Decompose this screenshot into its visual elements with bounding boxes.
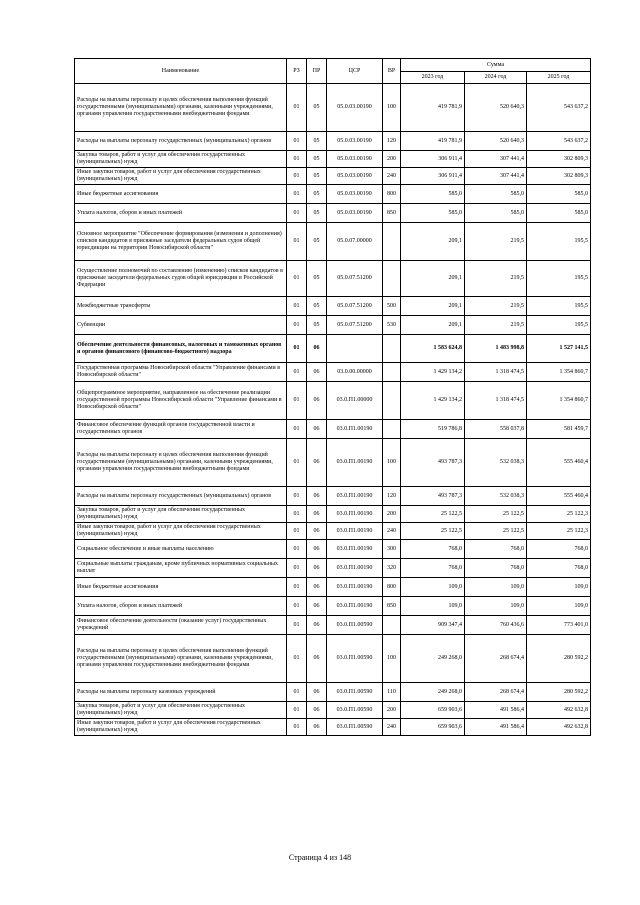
- header-csr: ЦСР: [327, 59, 383, 84]
- cell-name: Иные бюджетные ассигнования: [75, 578, 287, 597]
- cell-2025: 768,0: [527, 559, 591, 578]
- cell-rz: 01: [287, 702, 307, 719]
- cell-csr: 03.0.П1.00000: [327, 382, 383, 420]
- table-row: [75, 382, 591, 420]
- cell-name: Расходы на выплаты персоналу государственных (муниципальных) органов: [75, 132, 287, 151]
- cell-vr: 300: [383, 540, 401, 559]
- cell-rz: 01: [287, 363, 307, 382]
- header-year-2024: 2024 год: [465, 72, 527, 84]
- cell-name: Уплата налогов, сборов и иных платежей: [75, 204, 287, 223]
- cell-pr: 06: [307, 702, 327, 719]
- cell-name: Расходы на выплаты персоналу в целях обеспечения выполнения функций государственными (муниципальными) органами, казенными учреждениями, органами управления государственными внебюджетными фондами: [75, 635, 287, 683]
- cell-vr: [383, 363, 401, 382]
- table-row: [75, 297, 591, 316]
- cell-pr: 06: [307, 635, 327, 683]
- header-pr: ПР: [307, 59, 327, 84]
- cell-name: Общепрограммное мероприятие, направленное на обеспечение реализации государственной программы Новосибирской области "Управление финансами в Новосибирской области": [75, 382, 287, 420]
- cell-name: Основное мероприятие "Обеспечение формирования (изменения и дополнения) списков кандидатов в присяжные заседатели федеральных судов общей юрисдикции на территории Новосибирской области": [75, 223, 287, 261]
- header-year-2025: 2025 год: [527, 72, 591, 84]
- cell-2025: 25 122,3: [527, 523, 591, 540]
- cell-csr: 03.0.П1.00590: [327, 616, 383, 635]
- cell-2024: 532 038,3: [465, 439, 527, 487]
- cell-pr: 06: [307, 439, 327, 487]
- cell-2023: 909 347,4: [401, 616, 465, 635]
- table-row: [75, 261, 591, 297]
- cell-pr: 06: [307, 616, 327, 635]
- cell-pr: 05: [307, 132, 327, 151]
- cell-2023: 659 903,6: [401, 719, 465, 736]
- cell-2025: 555 460,4: [527, 487, 591, 506]
- cell-name: Иные бюджетные ассигнования: [75, 185, 287, 204]
- cell-2025: 109,0: [527, 578, 591, 597]
- cell-vr: 240: [383, 523, 401, 540]
- cell-vr: 120: [383, 132, 401, 151]
- cell-name: Осуществление полномочий по составлению (изменению) списков кандидатов в присяжные заседатели федеральных судов общей юрисдикции в Российской Федерации: [75, 261, 287, 297]
- cell-2025: 492 632,8: [527, 719, 591, 736]
- header-sum: Сумма: [401, 59, 591, 72]
- cell-vr: [383, 616, 401, 635]
- table-row: [75, 506, 591, 523]
- cell-name: Государственная программа Новосибирской области "Управление финансами в Новосибирской области": [75, 363, 287, 382]
- cell-csr: 05.0.03.00190: [327, 204, 383, 223]
- cell-rz: 01: [287, 185, 307, 204]
- cell-rz: 01: [287, 559, 307, 578]
- cell-2023: 585,0: [401, 185, 465, 204]
- cell-csr: 05.0.03.00190: [327, 168, 383, 185]
- cell-2024: 219,5: [465, 316, 527, 335]
- cell-name: Обеспечение деятельности финансовых, налоговых и таможенных органов и органов финансового (финансово-бюджетного) надзора: [75, 335, 287, 363]
- cell-pr: 05: [307, 204, 327, 223]
- cell-rz: 01: [287, 204, 307, 223]
- cell-2024: 25 122,5: [465, 506, 527, 523]
- cell-csr: 03.0.П1.00190: [327, 578, 383, 597]
- header-rz: РЗ: [287, 59, 307, 84]
- cell-rz: 01: [287, 506, 307, 523]
- cell-2024: 585,0: [465, 185, 527, 204]
- cell-2024: 768,0: [465, 559, 527, 578]
- cell-pr: 06: [307, 719, 327, 736]
- cell-csr: 03.0.П1.00590: [327, 719, 383, 736]
- cell-name: Иные закупки товаров, работ и услуг для обеспечения государственных (муниципальных) нужд: [75, 523, 287, 540]
- cell-pr: 05: [307, 185, 327, 204]
- table-row: [75, 616, 591, 635]
- cell-2025: 25 122,3: [527, 506, 591, 523]
- table-row: [75, 168, 591, 185]
- cell-2024: 520 640,3: [465, 132, 527, 151]
- cell-2025: 280 592,2: [527, 635, 591, 683]
- table-row: [75, 540, 591, 559]
- table-row: [75, 132, 591, 151]
- cell-vr: 100: [383, 635, 401, 683]
- cell-csr: 05.0.03.00190: [327, 185, 383, 204]
- cell-2024: 219,5: [465, 223, 527, 261]
- cell-name: Расходы на выплаты персоналу в целях обеспечения выполнения функций государственными (муниципальными) органами, казенными учреждениями, органами управления государственными внебюджетными фондами: [75, 84, 287, 132]
- cell-vr: 200: [383, 702, 401, 719]
- cell-2024: 307 441,4: [465, 168, 527, 185]
- cell-2023: 659 903,6: [401, 702, 465, 719]
- cell-2024: 520 640,3: [465, 84, 527, 132]
- table-body: [75, 84, 591, 736]
- table-row: [75, 439, 591, 487]
- table-row: [75, 597, 591, 616]
- cell-vr: 320: [383, 559, 401, 578]
- cell-rz: 01: [287, 297, 307, 316]
- cell-name: Межбюджетные трансферты: [75, 297, 287, 316]
- cell-rz: 01: [287, 223, 307, 261]
- cell-name: Социальные выплаты гражданам, кроме публичных нормативных социальных выплат: [75, 559, 287, 578]
- cell-2023: 249 268,0: [401, 635, 465, 683]
- cell-pr: 06: [307, 578, 327, 597]
- cell-name: Закупка товаров, работ и услуг для обеспечения государственных (муниципальных) нужд: [75, 151, 287, 168]
- cell-2024: 1 318 474,5: [465, 382, 527, 420]
- cell-2023: 768,0: [401, 540, 465, 559]
- cell-2025: 555 460,4: [527, 439, 591, 487]
- budget-table: [74, 58, 591, 736]
- cell-name: Субвенции: [75, 316, 287, 335]
- cell-2024: 219,5: [465, 261, 527, 297]
- cell-vr: 800: [383, 578, 401, 597]
- cell-name: Иные закупки товаров, работ и услуг для обеспечения государственных (муниципальных) нужд: [75, 719, 287, 736]
- cell-2023: 419 781,9: [401, 84, 465, 132]
- cell-2025: 773 401,0: [527, 616, 591, 635]
- table-row: [75, 578, 591, 597]
- cell-pr: 06: [307, 420, 327, 439]
- cell-2024: 491 586,4: [465, 719, 527, 736]
- cell-2023: 109,0: [401, 578, 465, 597]
- header-vr: ВР: [383, 59, 401, 84]
- page-number: Страница 4 из 148: [288, 853, 352, 862]
- cell-csr: 03.0.00.00000: [327, 363, 383, 382]
- cell-pr: 06: [307, 487, 327, 506]
- cell-vr: 500: [383, 297, 401, 316]
- cell-csr: 05.0.07.51200: [327, 297, 383, 316]
- cell-vr: 200: [383, 151, 401, 168]
- table-row: [75, 316, 591, 335]
- cell-csr: 03.0.П1.00190: [327, 506, 383, 523]
- cell-rz: 01: [287, 382, 307, 420]
- cell-vr: 850: [383, 597, 401, 616]
- cell-rz: 01: [287, 420, 307, 439]
- cell-csr: 05.0.07.51200: [327, 316, 383, 335]
- cell-2024: 307 441,4: [465, 151, 527, 168]
- cell-csr: 05.0.07.51200: [327, 261, 383, 297]
- cell-name: Уплата налогов, сборов и иных платежей: [75, 597, 287, 616]
- cell-2025: 543 637,2: [527, 132, 591, 151]
- cell-2023: 25 122,5: [401, 506, 465, 523]
- table-row: [75, 683, 591, 702]
- cell-pr: 05: [307, 297, 327, 316]
- cell-vr: 850: [383, 204, 401, 223]
- cell-2024: 268 674,4: [465, 683, 527, 702]
- table-row: [75, 335, 591, 363]
- cell-pr: 05: [307, 316, 327, 335]
- cell-name: Закупка товаров, работ и услуг для обеспечения государственных (муниципальных) нужд: [75, 702, 287, 719]
- cell-rz: 01: [287, 523, 307, 540]
- cell-csr: 03.0.П1.00590: [327, 635, 383, 683]
- cell-pr: 05: [307, 223, 327, 261]
- cell-name: Расходы на выплаты персоналу казенных учреждений: [75, 683, 287, 702]
- table-row: [75, 151, 591, 168]
- table-row: [75, 719, 591, 736]
- cell-2025: 768,0: [527, 540, 591, 559]
- cell-pr: 06: [307, 523, 327, 540]
- cell-pr: 05: [307, 84, 327, 132]
- cell-name: Финансовое обеспечение деятельности (оказание услуг) государственных учреждений: [75, 616, 287, 635]
- table-row: [75, 84, 591, 132]
- cell-vr: 240: [383, 168, 401, 185]
- cell-name: Расходы на выплаты персоналу в целях обеспечения выполнения функций государственными (муниципальными) органами, казенными учреждениями, органами управления государственными внебюджетными фондами: [75, 439, 287, 487]
- cell-vr: 100: [383, 439, 401, 487]
- cell-rz: 01: [287, 597, 307, 616]
- cell-vr: [383, 420, 401, 439]
- table-row: [75, 635, 591, 683]
- cell-pr: 05: [307, 261, 327, 297]
- cell-2024: 768,0: [465, 540, 527, 559]
- cell-vr: 120: [383, 487, 401, 506]
- table-row: [75, 204, 591, 223]
- cell-2023: 493 787,3: [401, 487, 465, 506]
- cell-pr: 06: [307, 363, 327, 382]
- cell-2023: 419 781,9: [401, 132, 465, 151]
- cell-csr: 03.0.П1.00190: [327, 559, 383, 578]
- cell-2024: 25 122,5: [465, 523, 527, 540]
- cell-rz: 01: [287, 261, 307, 297]
- cell-pr: 06: [307, 335, 327, 363]
- cell-pr: 06: [307, 597, 327, 616]
- cell-pr: 06: [307, 683, 327, 702]
- cell-2023: 1 429 134,2: [401, 382, 465, 420]
- cell-2023: 209,1: [401, 261, 465, 297]
- cell-2024: 219,5: [465, 297, 527, 316]
- cell-vr: [383, 261, 401, 297]
- cell-2025: 280 592,2: [527, 683, 591, 702]
- cell-2025: 302 809,3: [527, 168, 591, 185]
- cell-2025: 195,5: [527, 223, 591, 261]
- cell-2023: 519 786,8: [401, 420, 465, 439]
- table-row: [75, 559, 591, 578]
- cell-2023: 1 429 134,2: [401, 363, 465, 382]
- cell-rz: 01: [287, 439, 307, 487]
- cell-2023: 306 911,4: [401, 168, 465, 185]
- cell-2025: 195,5: [527, 316, 591, 335]
- cell-2024: 268 674,4: [465, 635, 527, 683]
- cell-2025: 195,5: [527, 297, 591, 316]
- cell-2024: 109,0: [465, 578, 527, 597]
- cell-2023: 209,1: [401, 316, 465, 335]
- cell-csr: 03.0.П1.00190: [327, 540, 383, 559]
- cell-2025: 195,5: [527, 261, 591, 297]
- table-row: [75, 487, 591, 506]
- cell-rz: 01: [287, 578, 307, 597]
- cell-2023: 493 787,3: [401, 439, 465, 487]
- cell-2024: 585,0: [465, 204, 527, 223]
- cell-vr: 110: [383, 683, 401, 702]
- cell-vr: 200: [383, 506, 401, 523]
- cell-2023: 249 268,0: [401, 683, 465, 702]
- cell-2025: 1 354 860,7: [527, 382, 591, 420]
- cell-rz: 01: [287, 635, 307, 683]
- cell-name: Финансовое обеспечение функций органов государственной власти и государственных органов: [75, 420, 287, 439]
- cell-csr: [327, 335, 383, 363]
- cell-rz: 01: [287, 683, 307, 702]
- cell-2023: 209,1: [401, 223, 465, 261]
- cell-csr: 03.0.П1.00190: [327, 523, 383, 540]
- cell-2023: 306 911,4: [401, 151, 465, 168]
- cell-rz: 01: [287, 540, 307, 559]
- cell-csr: 03.0.П1.00190: [327, 420, 383, 439]
- cell-rz: 01: [287, 132, 307, 151]
- cell-2024: 760 436,6: [465, 616, 527, 635]
- cell-vr: [383, 382, 401, 420]
- cell-pr: 06: [307, 382, 327, 420]
- header-year-2023: 2023 год: [401, 72, 465, 84]
- cell-2024: 1 318 474,5: [465, 363, 527, 382]
- cell-2023: 109,0: [401, 597, 465, 616]
- cell-vr: 240: [383, 719, 401, 736]
- cell-2024: 1 483 998,8: [465, 335, 527, 363]
- cell-csr: 05.0.07.00000: [327, 223, 383, 261]
- cell-rz: 01: [287, 84, 307, 132]
- table-row: [75, 420, 591, 439]
- cell-pr: 06: [307, 559, 327, 578]
- cell-name: Иные закупки товаров, работ и услуг для обеспечения государственных (муниципальных) нужд: [75, 168, 287, 185]
- cell-csr: 03.0.П1.00190: [327, 597, 383, 616]
- cell-2023: 585,0: [401, 204, 465, 223]
- cell-csr: 05.0.03.00190: [327, 151, 383, 168]
- cell-pr: 06: [307, 506, 327, 523]
- cell-2023: 768,0: [401, 559, 465, 578]
- cell-2024: 532 038,3: [465, 487, 527, 506]
- cell-2023: 25 122,5: [401, 523, 465, 540]
- cell-csr: 03.0.П1.00190: [327, 487, 383, 506]
- cell-2023: 209,1: [401, 297, 465, 316]
- cell-rz: 01: [287, 316, 307, 335]
- cell-vr: 530: [383, 316, 401, 335]
- cell-name: Закупка товаров, работ и услуг для обеспечения государственных (муниципальных) нужд: [75, 506, 287, 523]
- cell-vr: 800: [383, 185, 401, 204]
- table-row: [75, 363, 591, 382]
- cell-csr: 05.0.03.00190: [327, 132, 383, 151]
- header-name: Наименование: [75, 59, 287, 84]
- cell-csr: 03.0.П1.00590: [327, 683, 383, 702]
- table-row: [75, 702, 591, 719]
- cell-rz: 01: [287, 151, 307, 168]
- cell-rz: 01: [287, 719, 307, 736]
- table-row: [75, 223, 591, 261]
- cell-vr: [383, 223, 401, 261]
- cell-csr: 05.0.03.00190: [327, 84, 383, 132]
- cell-rz: 01: [287, 616, 307, 635]
- cell-2025: 109,0: [527, 597, 591, 616]
- cell-2025: 585,0: [527, 185, 591, 204]
- cell-2025: 1 527 141,5: [527, 335, 591, 363]
- cell-csr: 03.0.П1.00190: [327, 439, 383, 487]
- cell-2025: 1 354 860,7: [527, 363, 591, 382]
- cell-rz: 01: [287, 335, 307, 363]
- cell-name: Расходы на выплаты персоналу государственных (муниципальных) органов: [75, 487, 287, 506]
- cell-2025: 543 637,2: [527, 84, 591, 132]
- cell-2024: 491 586,4: [465, 702, 527, 719]
- cell-2024: 109,0: [465, 597, 527, 616]
- cell-2025: 492 632,8: [527, 702, 591, 719]
- cell-pr: 05: [307, 168, 327, 185]
- cell-pr: 06: [307, 540, 327, 559]
- cell-2023: 1 583 624,8: [401, 335, 465, 363]
- cell-2025: 585,0: [527, 204, 591, 223]
- cell-csr: 03.0.П1.00590: [327, 702, 383, 719]
- table-row: [75, 523, 591, 540]
- cell-2025: 302 809,3: [527, 151, 591, 168]
- cell-vr: [383, 335, 401, 363]
- table-row: [75, 185, 591, 204]
- cell-rz: 01: [287, 487, 307, 506]
- cell-name: Социальное обеспечение и иные выплаты населению: [75, 540, 287, 559]
- cell-rz: 01: [287, 168, 307, 185]
- cell-vr: 100: [383, 84, 401, 132]
- cell-pr: 05: [307, 151, 327, 168]
- cell-2024: 558 037,8: [465, 420, 527, 439]
- cell-2025: 581 459,7: [527, 420, 591, 439]
